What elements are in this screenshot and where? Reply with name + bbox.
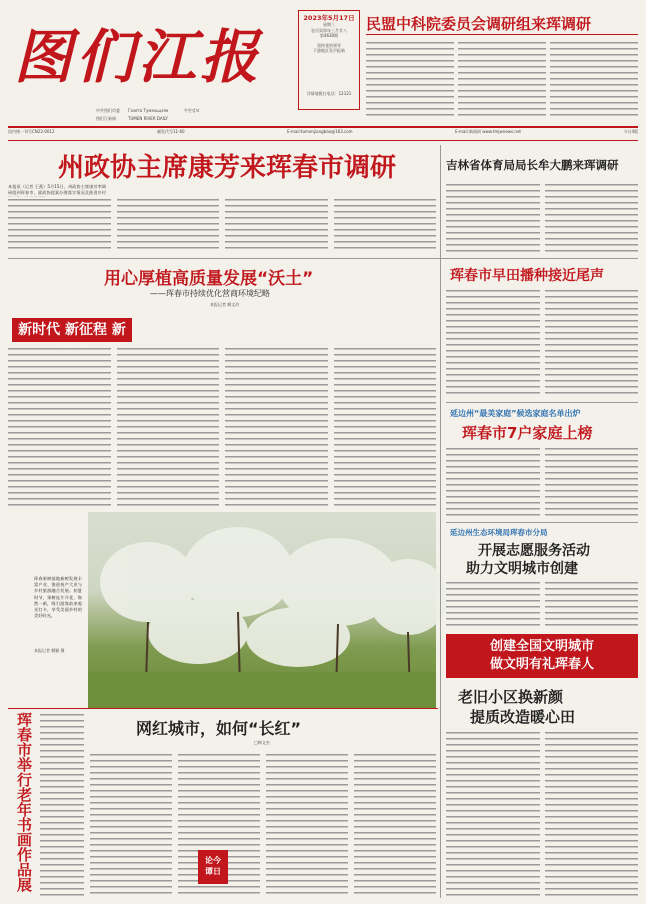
feature-headline: 用心厚植高质量发展“沃土” <box>104 269 314 289</box>
orchard-image <box>88 512 436 708</box>
masthead-publisher-2: 图们江新闻 <box>96 116 116 121</box>
right-headline-4b: 提质改造暖心田 <box>470 708 576 726</box>
text-col <box>266 752 348 898</box>
right-headline-3b: 助力文明城市创建 <box>466 561 578 577</box>
right-rule-1 <box>446 402 638 403</box>
right-body-4 <box>446 730 638 896</box>
text-col <box>117 346 220 506</box>
text-col <box>90 752 172 898</box>
hotline: 详情请拨打电话：12121 <box>306 90 352 96</box>
text-col <box>446 446 540 518</box>
top-right-body <box>366 40 638 118</box>
right-headline-3a: 开展志愿服务活动 <box>478 543 590 559</box>
right-headline-4a: 老旧小区换新颜 <box>458 688 564 706</box>
feature-subhead: ——珲春市持续优化营商环境纪略 <box>150 289 270 298</box>
right-headline-1: 珲春市早田播种接近尾声 <box>450 268 604 284</box>
info-strip <box>8 129 638 139</box>
feature-photo <box>88 512 436 708</box>
text-col <box>8 346 111 506</box>
masthead-lang-ru: Газета Тумэньцзян <box>128 108 169 113</box>
text-col <box>545 730 639 896</box>
lunar-date: 农历癸卯年三月廿八 <box>311 27 347 33</box>
post-code: 邮发代号11-60 <box>156 129 185 134</box>
info-strip-rule-top <box>8 126 638 128</box>
cn-code: 国内统一刊号CN22-0012 <box>8 129 55 134</box>
civility-banner <box>446 634 638 678</box>
top-right-rule <box>366 34 638 35</box>
text-col <box>446 730 540 896</box>
text-col <box>446 580 540 630</box>
feature-banner: 新时代 新征程 新 <box>12 318 132 342</box>
weekday: 星期三 <box>323 22 335 27</box>
right-body-3 <box>446 580 638 630</box>
issue-number: 第4630期 <box>319 33 339 38</box>
stamp-line-1: 论今 <box>205 856 221 865</box>
slogan-1: 坚持党的领导 <box>317 42 341 48</box>
top-right-headline: 民盟中科院委员会调研组来珲调研 <box>366 15 592 33</box>
main-lead: 本报讯（记者 王燕）5月15日，州政协主席康芳率调研组到珲春市，就政协提案办理落实情况及推进乡村 <box>8 184 106 196</box>
feature-byline: 本报记者 柳文玲 <box>210 302 240 307</box>
right-rule-2 <box>446 522 638 523</box>
main-body <box>8 197 436 253</box>
page-count: 今日4版 <box>623 129 638 134</box>
side-headline: 吉林省体育局局长牟大鹏来珲调研 <box>446 158 619 172</box>
text-col <box>446 182 540 254</box>
banner-line-b: 做文明有礼珲春人 <box>489 657 594 672</box>
date: 2023年5月17日 <box>303 14 355 22</box>
web-address: E-mail:新闻网 www.tmjwnews.net <box>455 129 521 134</box>
right-kicker-3: 延边州生态环境局珲春市分局 <box>450 528 548 537</box>
side-body <box>446 182 638 254</box>
right-kicker-2: 延边州“最美家庭”候选家庭名单出炉 <box>450 409 581 418</box>
section-rule <box>8 258 638 259</box>
commentary-byline: □韩文杰 <box>254 740 270 745</box>
right-headline-2: 珲春市7户家庭上榜 <box>462 424 593 442</box>
date-box-text <box>301 57 357 91</box>
date-box <box>298 10 360 110</box>
feature-body <box>8 346 436 506</box>
text-col <box>545 446 639 518</box>
text-col <box>225 197 328 253</box>
main-divider <box>440 145 441 520</box>
commentary-body <box>90 752 436 898</box>
text-col <box>225 346 328 506</box>
text-col <box>545 580 639 630</box>
text-col <box>545 288 639 396</box>
text-col <box>545 182 639 254</box>
text-col <box>550 40 638 118</box>
photo-credit: 本报记者 柳颖 摄 <box>34 648 65 653</box>
banner-line-a: 创建全国文明城市 <box>489 639 594 654</box>
text-col <box>446 288 540 396</box>
photo-caption: 珲春果树基地新树发展丰富产业、推进持产大业与乡村旅游融合发展。初夏时节，果树连片开花，焕然一新，吸引游客前来观光打卡，享受美丽乡村的美好时光。 <box>34 576 82 619</box>
slogan-2: 下游地区发声报新 <box>313 48 345 53</box>
text-col <box>8 197 111 253</box>
masthead <box>8 8 298 126</box>
right-body-2 <box>446 446 638 518</box>
text-col <box>117 197 220 253</box>
bottom-rule <box>8 708 438 709</box>
text-col <box>354 752 436 898</box>
info-strip-rule-bottom <box>8 140 638 141</box>
text-col <box>458 40 546 118</box>
masthead-lang-en: TUMEN RIVER DAILY <box>128 116 168 121</box>
commentary-headline: 网红城市，如何“长红” <box>136 719 302 738</box>
masthead-lang-ko: 투먼강보 <box>184 108 200 113</box>
text-col <box>334 197 437 253</box>
main-headline: 州政协主席康芳来珲春市调研 <box>58 153 397 183</box>
masthead-publisher-1: 中共图们市委 <box>96 108 120 113</box>
commentary-stamp <box>198 850 228 884</box>
text-col <box>366 40 454 118</box>
vertical-headline: 珲春市举行老年书画作品展 <box>15 712 33 892</box>
right-body-1 <box>446 288 638 396</box>
email: E-mail:tumenjiangbao@163.com <box>287 129 353 134</box>
right-divider-lower <box>440 520 441 898</box>
vertical-article-body <box>40 712 84 898</box>
masthead-title: 图们江报 <box>14 23 263 91</box>
stamp-line-2: 谭日 <box>205 867 221 876</box>
text-col <box>334 346 437 506</box>
